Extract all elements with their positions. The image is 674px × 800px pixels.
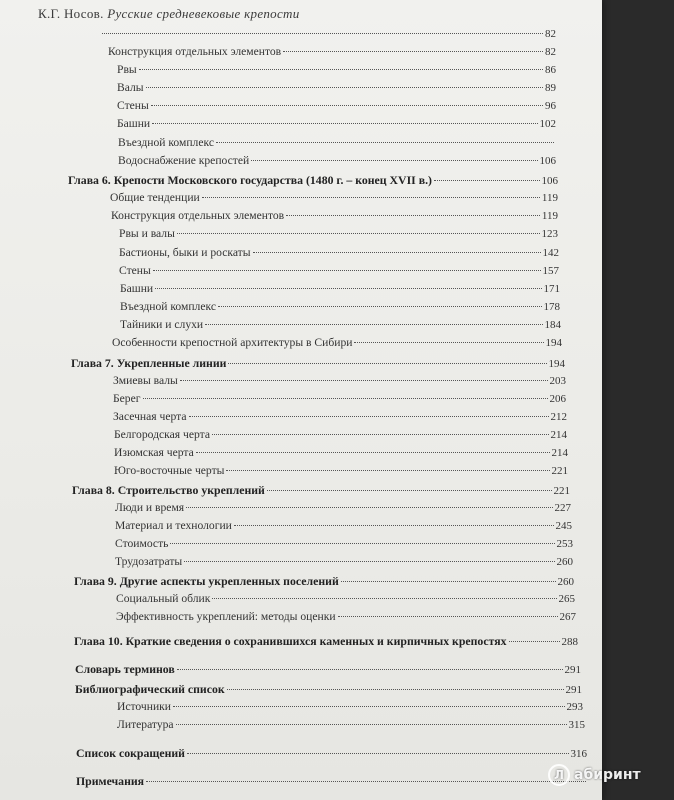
toc-leader-dots <box>338 616 558 617</box>
toc-chapter-row <box>72 482 570 498</box>
toc-entry-label: Глава 7. Укрепленные линии <box>71 356 227 370</box>
toc-entry-label: Рвы <box>117 63 137 76</box>
toc-leader-dots <box>177 669 563 670</box>
toc-page-number: 265 <box>558 593 575 605</box>
toc-page-number: 245 <box>555 520 572 532</box>
toc-entry-label: Белгородская черта <box>114 428 210 441</box>
toc-entry-label: Водоснабжение крепостей <box>118 154 250 167</box>
toc-entry-label: Библиографический список <box>75 682 225 696</box>
toc-leader-dots <box>184 561 554 562</box>
toc-entry-label: Валы <box>117 81 144 94</box>
toc-leader-dots <box>189 416 549 417</box>
toc-row <box>116 609 576 625</box>
toc-entry-label: Список сокращений <box>76 746 185 760</box>
toc-entry-label: Источники <box>117 700 172 713</box>
toc-row <box>117 62 556 78</box>
toc-leader-dots <box>146 781 586 782</box>
toc-page-number: 253 <box>556 538 573 550</box>
toc-leader-dots <box>227 689 564 690</box>
toc-chapter-row <box>68 172 558 188</box>
toc-entry-label: Словарь терминов <box>75 662 175 676</box>
toc-entry-label: Глава 10. Краткие сведения о сохранившихся каменных и кирпичных крепостях <box>74 634 507 648</box>
toc-row <box>110 190 558 206</box>
toc-leader-dots <box>354 342 543 343</box>
toc-page-number: 227 <box>554 502 571 514</box>
toc-page-number: 267 <box>559 611 576 623</box>
toc-leader-dots <box>226 470 549 471</box>
toc-row <box>114 427 567 443</box>
toc-page-number: 86 <box>545 64 556 76</box>
toc-entry-label: Стены <box>119 264 151 277</box>
toc-page-number: 203 <box>549 375 566 387</box>
toc-leader-dots <box>170 543 554 544</box>
toc-entry-label: Тайники и слухи <box>120 318 204 331</box>
toc-page-number: 260 <box>557 576 574 588</box>
toc-page-number: 221 <box>553 485 570 497</box>
toc-leader-dots <box>216 142 554 143</box>
toc-leader-dots <box>177 233 540 234</box>
toc-page-number: 102 <box>539 118 556 130</box>
toc-leader-dots <box>341 581 556 582</box>
toc-entry-label: Конструкция отдельных элементов <box>108 45 282 58</box>
labirint-logo-icon: Л <box>548 764 570 786</box>
toc-chapter-row <box>74 573 574 589</box>
toc-leader-dots <box>102 33 543 34</box>
toc-row <box>119 245 559 261</box>
toc-leader-dots <box>155 288 541 289</box>
toc-row <box>117 116 556 132</box>
toc-row <box>111 208 558 224</box>
toc-row <box>119 263 559 279</box>
toc-page-number: 178 <box>543 301 560 313</box>
toc-leader-dots <box>283 51 543 52</box>
toc-leader-dots <box>180 380 548 381</box>
toc-leader-dots <box>202 197 540 198</box>
toc-entry-label: Змиевы валы <box>113 374 178 387</box>
toc-entry-label: Общие тенденции <box>110 191 200 204</box>
toc-row <box>115 554 573 570</box>
toc-page-number: 316 <box>570 748 587 760</box>
toc-entry-label: Стены <box>117 99 149 112</box>
toc-row <box>117 699 583 715</box>
toc-page-number: 221 <box>551 465 568 477</box>
toc-page-number: 194 <box>548 358 565 370</box>
toc-entry-label: Изюмская черта <box>114 446 194 459</box>
labirint-watermark <box>548 764 641 786</box>
toc-page-number: 119 <box>541 192 558 204</box>
toc-row <box>116 591 575 607</box>
running-header <box>38 6 558 22</box>
toc-entry-label: Бастионы, быки и роскаты <box>119 246 251 259</box>
toc-entry-label: Глава 8. Строительство укреплений <box>72 483 265 497</box>
toc-page-number: 82 <box>545 28 556 40</box>
toc-row <box>114 445 568 461</box>
toc-entry-label: Рвы и валы <box>119 227 175 240</box>
toc-leader-dots <box>286 215 540 216</box>
toc-row <box>117 98 556 114</box>
toc-page-number: 106 <box>539 155 556 167</box>
toc-page-number: 123 <box>541 228 558 240</box>
toc-leader-dots <box>267 490 552 491</box>
toc-entry-label: Глава 6. Крепости Московского государства (1480 г. – конец XVII в.) <box>68 173 432 187</box>
toc-page-number: 214 <box>551 447 568 459</box>
toc-page-number: 212 <box>550 411 567 423</box>
toc-entry-label: Особенности крепостной архитектуры в Сибири <box>112 336 353 349</box>
toc-page-number: 157 <box>542 265 559 277</box>
toc-leader-dots <box>218 306 542 307</box>
toc-row <box>113 391 566 407</box>
toc-row <box>108 44 556 60</box>
toc-leader-dots <box>196 452 550 453</box>
toc-entry-label: Конструкция отдельных элементов <box>111 209 285 222</box>
toc-leader-dots <box>212 598 556 599</box>
toc-leader-dots <box>509 641 560 642</box>
toc-leader-dots <box>234 525 554 526</box>
toc-row <box>118 135 556 151</box>
toc-row <box>115 518 572 534</box>
toc-entry-label: Примечания <box>76 774 145 788</box>
toc-page-number: 184 <box>544 319 561 331</box>
toc-row <box>113 373 566 389</box>
toc-entry-label: Литература <box>117 718 174 731</box>
toc-entry-label: Башни <box>120 282 154 295</box>
toc-page-number: 315 <box>568 719 585 731</box>
toc-entry-label: Берег <box>113 392 141 405</box>
toc-entry-label: Стоимость <box>115 537 169 550</box>
toc-page-number: 106 <box>541 175 558 187</box>
toc-entry-label: Материал и технологии <box>115 519 232 532</box>
toc-leader-dots <box>205 324 542 325</box>
toc-row <box>115 500 571 516</box>
toc-page-number: 291 <box>565 684 582 696</box>
toc-page-number: 96 <box>545 100 556 112</box>
toc-page-number: 119 <box>541 210 558 222</box>
toc-leader-dots <box>253 252 541 253</box>
header-author: К.Г. Носов. <box>38 6 104 21</box>
toc-page-number: 206 <box>549 393 566 405</box>
toc-row <box>120 281 560 297</box>
toc-leader-dots <box>187 753 569 754</box>
toc-page-number: 214 <box>550 429 567 441</box>
toc-entry-label: Эффективность укреплений: методы оценки <box>116 610 336 623</box>
toc-entry-label: Люди и время <box>115 501 185 514</box>
toc-row <box>113 409 567 425</box>
toc-page-number: 89 <box>545 82 556 94</box>
toc-page-number: 194 <box>545 337 562 349</box>
toc-leader-dots <box>152 123 537 124</box>
toc-chapter-row <box>75 681 582 697</box>
toc-leader-dots <box>251 160 537 161</box>
toc-page-number: 142 <box>542 247 559 259</box>
toc-entry-label: Засечная черта <box>113 410 187 423</box>
toc-row <box>120 317 561 333</box>
toc-chapter-row <box>74 633 578 649</box>
toc-entry-label: Социальный облик <box>116 592 211 605</box>
toc-leader-dots <box>434 180 540 181</box>
toc-leader-dots <box>228 363 546 364</box>
toc-page-number: 260 <box>556 556 573 568</box>
toc-page-number: 291 <box>564 664 581 676</box>
toc-row <box>112 335 562 351</box>
toc-page-number: 288 <box>561 636 578 648</box>
toc-entry-label: Глава 9. Другие аспекты укрепленных поселений <box>74 574 339 588</box>
toc-leader-dots <box>146 87 543 88</box>
toc-leader-dots <box>173 706 564 707</box>
toc-row <box>115 536 573 552</box>
toc-leader-dots <box>186 507 552 508</box>
toc-row <box>114 463 568 479</box>
toc-chapter-row <box>75 661 581 677</box>
toc-chapter-row <box>76 745 587 761</box>
toc-leader-dots <box>151 105 543 106</box>
toc-page-number: 293 <box>566 701 583 713</box>
toc-entry-label: Трудозатраты <box>115 555 183 568</box>
toc-leader-dots <box>139 69 543 70</box>
toc-row <box>100 26 556 42</box>
toc-entry-label: Юго-восточные черты <box>114 464 225 477</box>
toc-leader-dots <box>176 724 567 725</box>
toc-row <box>119 226 558 242</box>
toc-page-number: 171 <box>543 283 560 295</box>
toc-row <box>118 153 556 169</box>
toc-leader-dots <box>153 270 541 271</box>
toc-entry-label: Въездной комплекс <box>120 300 216 313</box>
toc-chapter-row <box>71 355 565 371</box>
toc-page-number: 82 <box>545 46 556 58</box>
toc-chapter-row <box>76 773 588 789</box>
toc-leader-dots <box>212 434 549 435</box>
toc-leader-dots <box>143 398 548 399</box>
toc-row <box>117 717 585 733</box>
toc-row <box>120 299 560 315</box>
toc-row <box>117 80 556 96</box>
toc-entry-label: Въездной комплекс <box>118 136 214 149</box>
header-title: Русские средневековые крепости <box>107 6 300 21</box>
watermark-text: абиринт <box>574 767 641 783</box>
toc-entry-label: Башни <box>117 117 151 130</box>
